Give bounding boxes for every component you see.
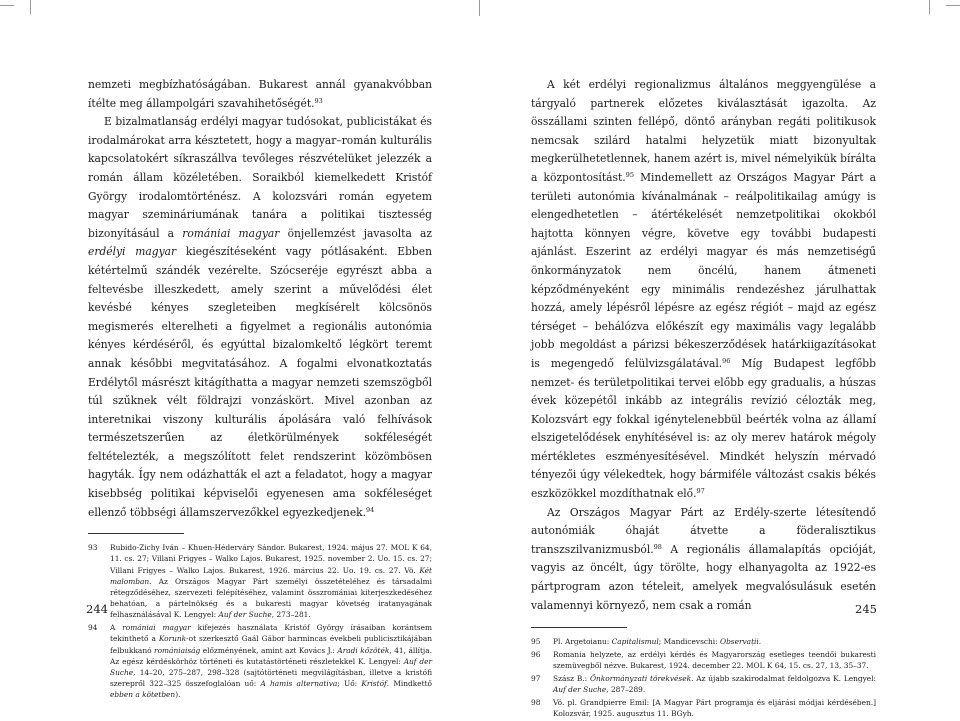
italic-text: Önkormányzati törekvések — [589, 673, 692, 683]
left-body — [88, 76, 432, 522]
body-paragraph — [88, 76, 432, 113]
footnote-number: 98 — [531, 697, 541, 707]
body-paragraph — [531, 504, 876, 616]
text-run: Szász B.: — [553, 673, 590, 683]
text-run: Romania helyzete, az erdélyi kérdés és Magyarország esetleges teendői bukaresti szemüvegből nézve. Bukarest, 1924. december 22. MOL K 64, 15. cs. 27, 13, 35–37. — [553, 649, 876, 671]
text-run: Vö. pl. Grandpierre Emil: [A Magyar Párt programja és eljárási módjai kérdésében.] Kolozsvár, 1925. augusztus 11. BGyh. — [553, 697, 876, 718]
italic-text: Capitalismul — [611, 637, 659, 647]
italic-text: Aradi kőzöték — [337, 645, 390, 655]
right-text-column — [531, 76, 876, 721]
text-run: , 287–289. — [606, 685, 646, 695]
footnote-rule — [88, 533, 184, 534]
footnote — [531, 649, 876, 671]
text-run: önjellemzést javasolta az — [279, 226, 433, 240]
italic-text: A hamis alternativa — [260, 679, 338, 689]
text-run: Az Országos Magyar Párt személyi összetételéhez és társadalmi rétegződéséhez, szervezeti felépítéséhez, valamint összromániai kiterjeszkedéséhez behatóan, a pártelnökség és a bukaresti magyar követség iratanyagának felhasználásával K. Lengyel: — [110, 576, 432, 620]
footnote-ref: 96 — [722, 356, 731, 365]
text-run: , 41, állítja. Az egész kérdéskörhöz történeti és kutatástörténeti részletekkel K. Lengyel: — [110, 645, 432, 666]
right-page — [480, 0, 960, 718]
text-run: Pl. Argetoianu: — [553, 637, 612, 647]
page-number-left: 244 — [86, 602, 108, 616]
italic-text: Korunk — [158, 634, 187, 644]
text-run: . Mindkettő — [386, 679, 432, 689]
italic-text: romániaiság — [154, 645, 201, 655]
footnote — [88, 622, 432, 700]
text-run: Míg Budapest legfőbb nemzet- és területpolitikai tervei előbb egy gradualis, a húszas évek közepétől inkább az integrális revízió célozták meg, Kolozsvárt egy fokkal igénytelenebbül beérték volna az államí elszigetelődések enyhítésével is: az oly merev határok mégoly mértékletes eszményesítésével. Mindkét helyszín mérvadó tényezői úgy vélekedtek, hogy bármiféle változást csakis békés eszközökkel mozdíthatnak elő. — [531, 356, 876, 501]
footnote-ref: 95 — [625, 170, 634, 179]
right-body — [531, 76, 876, 615]
italic-text: erdélyi magyar — [88, 245, 177, 259]
text-run: E bizalmatlanság erdélyi magyar tudósokat, publicistákat és irodalmárokat arra késztetett, hogy a magyar–román kulturális kapcsolatokért síkraszállva tevőleges részvételüket jelezzék a román állam közéletében. Soraikból kiemelkedett Kristóf György irodalomtörténész. A kolozsvári román egyetem magyar szemináriumának tanára a politikai tisztesség bizonyításául a — [88, 115, 432, 240]
text-run: A regionális államalapítás opcióját, vagyis az öncélt, úgy törölte, hogy elhanyagolta az 1922-es pártprogram azon tételeit, amelyek megvalósulásuk esetén valamennyi környező, nem csak a román — [531, 542, 876, 612]
italic-text: romániai magyar — [182, 226, 280, 240]
footnote-ref: 94 — [366, 505, 375, 514]
footnote-number: 93 — [88, 543, 98, 553]
left-text-column — [88, 76, 432, 702]
footnote — [531, 697, 876, 719]
footnote-rule — [531, 627, 627, 628]
italic-text: Auf der Suche — [110, 656, 432, 677]
footnote-ref: 97 — [696, 487, 705, 496]
left-footnotes — [88, 542, 432, 700]
text-run: ). — [175, 690, 181, 700]
footnote-number: 96 — [531, 649, 541, 659]
text-run: Rubido-Zichy Iván – Khuen-Héderváry Sándor. Bukarest, 1924. május 27. MOL K 64, 11. cs. 27; Villani Frigyes – Walko Lajos. Bukarest, 1925. november 2. Uo. 15. cs. 27; Villani Frigyes – Walko Lajos. Bukarest, 1926. március 22. Uo. 19. cs. 27. Vö. — [110, 543, 432, 575]
body-paragraph — [88, 113, 432, 522]
text-run: -ot szerkesztő Gaál Gábor harmincas évekbeli publicisztikájában felbukkanó — [110, 634, 432, 655]
text-run: , 273–281. — [271, 610, 311, 620]
italic-text: Két malomban. — [110, 565, 432, 586]
italic-text: ebben a kötetben — [110, 690, 176, 700]
text-run: , 14–20, 275–287, 298–328 (sajtótörténeti megvilágításban, illetve a kristófi szerepről 322–325 összefoglalóan uő: — [110, 667, 432, 689]
text-run: . Az újabb szakirodalmat feldolgozva K. Lengyel: — [691, 673, 876, 683]
italic-text: romániai magyar — [122, 623, 191, 633]
body-paragraph — [531, 76, 876, 504]
footnote — [531, 636, 876, 647]
italic-text: Auf der Suche — [553, 685, 607, 695]
page-number-right: 245 — [855, 602, 877, 616]
text-run: kiegészítéseként vagy pótlásaként. Ebben kétértelmű szándék vezérelte. Szócseréje egyrészt abba a feltevésbe illeszkedett, amely szerint a művelődési élet kevésbé kényes szegleteiben megkísérelt kölcsönös megismerés elterelheti a figyelmet a regionális autonómia kényes kérdéséről, és egyúttal bizalomkeltő légkört teremt annak későbbi megvitatásához. A fogalmi elvonatkoztatás Erdélytől másrészt kitágíthatta a magyar nemzeti szemszögből túl szűknek vélt földrajzi vonzáskört. Mivel azonban az interetnikai viszony kulturális ápolására való felhívások természetszerűen az életkörülmények sokféleségét feltételezték, a megszólított felet rendszerint közömbösen hagyták. Így nem odázhatták el azt a feladatot, hogy a magyar kisebbség politikai képviselői egyenesen ama sokféleséget ellenző többségi államszervezőkkel egyezkedjenek. — [88, 245, 432, 519]
text-run: . — [758, 637, 762, 647]
footnote — [531, 673, 876, 695]
footnote-text — [553, 673, 876, 695]
footnote-text — [553, 697, 876, 719]
text-run: ; Mandicevschi: — [658, 637, 721, 647]
italic-text: Auf der Suche — [218, 610, 272, 620]
text-run: Az Országos Magyar Párt az Erdély-szerte létesítendő autonómiák óhaját átvette a föderalisztikus transzszilvanizmusból. — [531, 505, 876, 556]
footnote-ref: 93 — [314, 96, 323, 105]
footnote-ref: 98 — [653, 542, 662, 551]
footnote-text — [110, 542, 432, 620]
footnote-number: 95 — [531, 637, 541, 647]
footnote-text — [110, 622, 432, 700]
text-run: nemzeti megbízhatóságában. Bukarest annál gyanakvóbban ítélte meg állampolgári szavahihetőségét. — [88, 78, 432, 110]
italic-text: Observații — [720, 637, 759, 647]
left-page — [0, 0, 480, 700]
italic-text: Kristóf — [361, 679, 387, 689]
right-footnotes — [531, 636, 876, 719]
footnote-text — [553, 636, 876, 647]
text-run: Mindemellett az Országos Magyar Párt a területi autonómia kívánalmának – reálpolitikailag amúgy is elengedhetetlen – átértékelését nemzetpolitikai okokból hajtotta könnyen végre, követve egy további budapesti ajánlást. Eszerint az erdélyi magyar és más nemzetiségű önkormányzatok nem öncélú, hanem átmeneti képződményeként egy minimális rendezéshez járulhattak hozzá, amely lépésről lépésre az egész régiót – majd az egész térséget – behálózva előkészít egy maximális vagy legalább jobb megoldást a párizsi békeszerződések határkiigazításokat is megengedő felülvizsgálatával. — [531, 170, 876, 370]
footnote-number: 97 — [531, 673, 541, 683]
text-run: kifejezés használata Kristóf György írásaiban korántsem tekinthető a — [110, 623, 433, 644]
text-run: A két erdélyi regionalizmus általános meggyengülése a tárgyaló partnerek előzetes kiválasztását igazolta. Az összállami szinten fellépő, döntő arányban regáti politikusok nemcsak szilárd hatalmi helyzetük miatt bizonyultak megkerülhetetlennek, hanem azért is, mivel némelyikük bírálta a központosítást. — [531, 78, 876, 184]
footnote-number: 94 — [88, 623, 98, 633]
text-run: ; Uő: — [337, 679, 362, 689]
text-run: A — [110, 623, 123, 633]
text-run: előzményének, amint azt Kovács J.: — [200, 645, 338, 655]
footnote-text — [553, 649, 876, 671]
footnote — [88, 542, 432, 620]
